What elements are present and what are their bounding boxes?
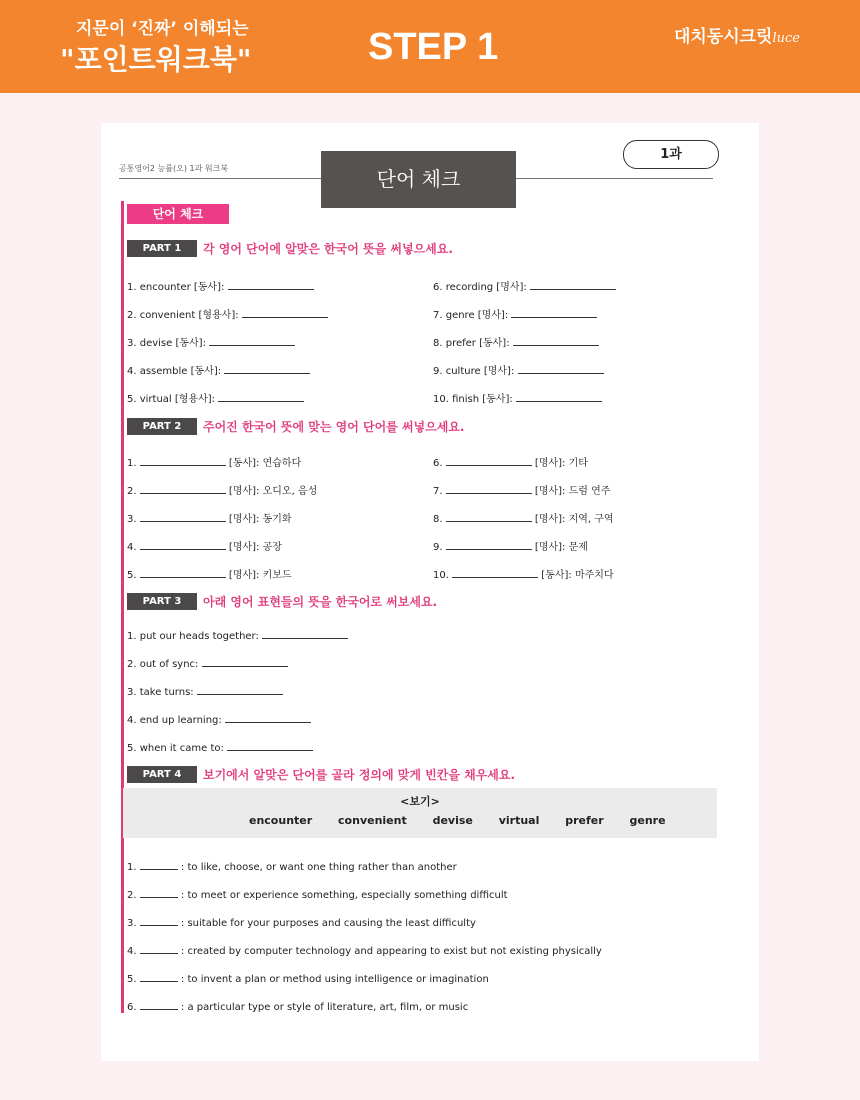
part4-item: 3. : suitable for your purposes and causing the least difficulty xyxy=(127,915,476,929)
part1-item: 7. genre [명사]: xyxy=(433,306,597,321)
answer-blank[interactable] xyxy=(140,915,178,926)
part3-item: 4. end up learning: xyxy=(127,712,311,726)
part3-item: 2. out of sync: xyxy=(127,656,288,670)
answer-blank[interactable] xyxy=(513,335,599,346)
part2-item: 1. [동사]: 연습하다 xyxy=(127,454,301,469)
part2-item: 2. [명사]: 오디오, 음성 xyxy=(127,482,317,497)
part2-item: 9. [명사]: 문제 xyxy=(433,538,588,553)
answer-blank[interactable] xyxy=(140,859,178,870)
answer-blank[interactable] xyxy=(516,391,602,402)
part4-item: 6. : a particular type or style of literature, art, film, or music xyxy=(127,999,468,1013)
word-bank-word: devise xyxy=(432,814,473,827)
word-bank-box xyxy=(123,788,717,838)
part4-item: 4. : created by computer technology and appearing to exist but not existing physically xyxy=(127,943,602,957)
part1-item: 9. culture [명사]: xyxy=(433,362,604,377)
answer-blank[interactable] xyxy=(209,335,295,346)
banner-title: "포인트워크북" xyxy=(60,43,252,76)
part2-item: 10. [동사]: 마주치다 xyxy=(433,566,614,581)
overlay-title: 단어 체크 xyxy=(321,151,516,208)
part3-item: 3. take turns: xyxy=(127,684,283,698)
answer-blank[interactable] xyxy=(446,511,532,522)
part-label: PART 2 xyxy=(127,418,197,435)
part1-item: 8. prefer [동사]: xyxy=(433,334,599,349)
part1-item: 10. finish [동사]: xyxy=(433,390,602,405)
answer-blank[interactable] xyxy=(140,567,226,578)
part-label: PART 3 xyxy=(127,593,197,610)
part1-item: 2. convenient [형용사]: xyxy=(127,306,328,321)
answer-blank[interactable] xyxy=(140,887,178,898)
part-instruction: 아래 영어 표현들의 뜻을 한국어로 써보세요. xyxy=(203,595,438,609)
part2-item: 7. [명사]: 드럼 연주 xyxy=(433,482,610,497)
section-tag: 단어 체크 xyxy=(127,204,229,224)
answer-blank[interactable] xyxy=(530,279,616,290)
word-bank-word: genre xyxy=(629,814,666,827)
answer-blank[interactable] xyxy=(197,684,283,695)
part1-item: 4. assemble [동사]: xyxy=(127,362,310,377)
answer-blank[interactable] xyxy=(518,363,604,374)
part-instruction: 주어진 한국어 뜻에 맞는 영어 단어를 써넣으세요. xyxy=(203,420,465,434)
answer-blank[interactable] xyxy=(225,712,311,723)
part-3-header xyxy=(127,591,437,608)
brand-logo: 대치동시크릿luce xyxy=(673,27,800,47)
word-bank-word: prefer xyxy=(565,814,604,827)
step-label: STEP 1 xyxy=(368,26,499,68)
answer-blank[interactable] xyxy=(218,391,304,402)
answer-blank[interactable] xyxy=(511,307,597,318)
answer-blank[interactable] xyxy=(446,539,532,550)
part-label: PART 4 xyxy=(127,766,197,783)
part1-item: 3. devise [동사]: xyxy=(127,334,295,349)
part4-item: 1. : to like, choose, or want one thing rather than another xyxy=(127,859,457,873)
section-accent-bar xyxy=(121,201,124,1013)
word-bank-word: convenient xyxy=(338,814,407,827)
answer-blank[interactable] xyxy=(227,740,313,751)
answer-blank[interactable] xyxy=(140,999,178,1010)
answer-blank[interactable] xyxy=(140,943,178,954)
part2-item: 6. [명사]: 기타 xyxy=(433,454,588,469)
answer-blank[interactable] xyxy=(140,483,226,494)
part4-item: 5. : to invent a plan or method using intelligence or imagination xyxy=(127,971,489,985)
word-bank-word: virtual xyxy=(498,814,540,827)
answer-blank[interactable] xyxy=(242,307,328,318)
answer-blank[interactable] xyxy=(452,567,538,578)
part2-item: 4. [명사]: 공장 xyxy=(127,538,282,553)
answer-blank[interactable] xyxy=(140,455,226,466)
part3-item: 1. put our heads together: xyxy=(127,628,348,642)
answer-blank[interactable] xyxy=(446,483,532,494)
part-instruction: 각 영어 단어에 알맞은 한국어 뜻을 써넣으세요. xyxy=(203,242,453,256)
answer-blank[interactable] xyxy=(140,539,226,550)
lesson-badge: 1과 xyxy=(623,140,719,169)
part2-item: 8. [명사]: 지역, 구역 xyxy=(433,510,614,525)
word-bank-title: <보기> xyxy=(400,795,440,808)
part4-item: 2. : to meet or experience something, especially something difficult xyxy=(127,887,508,901)
answer-blank[interactable] xyxy=(140,971,178,982)
part-instruction: 보기에서 알맞은 단어를 골라 정의에 맞게 빈칸을 채우세요. xyxy=(203,768,516,782)
worksheet-page xyxy=(101,123,759,1061)
answer-blank[interactable] xyxy=(228,279,314,290)
answer-blank[interactable] xyxy=(446,455,532,466)
part2-item: 5. [명사]: 키보드 xyxy=(127,566,292,581)
answer-blank[interactable] xyxy=(202,656,288,667)
part3-item: 5. when it came to: xyxy=(127,740,313,754)
answer-blank[interactable] xyxy=(140,511,226,522)
part1-item: 6. recording [명사]: xyxy=(433,278,616,293)
part1-item: 1. encounter [동사]: xyxy=(127,278,314,293)
part2-item: 3. [명사]: 동기화 xyxy=(127,510,292,525)
answer-blank[interactable] xyxy=(262,628,348,639)
part-4-header xyxy=(127,764,515,781)
part-2-header xyxy=(127,416,464,433)
banner-subtitle: 지문이 ‘진짜’ 이해되는 xyxy=(76,19,249,39)
word-bank-words xyxy=(249,814,688,827)
top-banner xyxy=(0,0,860,93)
part1-item: 5. virtual [형용사]: xyxy=(127,390,304,405)
word-bank-word: encounter xyxy=(249,814,313,827)
part-1-header xyxy=(127,238,453,255)
answer-blank[interactable] xyxy=(224,363,310,374)
part-label: PART 1 xyxy=(127,240,197,257)
worksheet-header: 공통영어2 능률(오) 1과 워크북 xyxy=(119,164,229,173)
